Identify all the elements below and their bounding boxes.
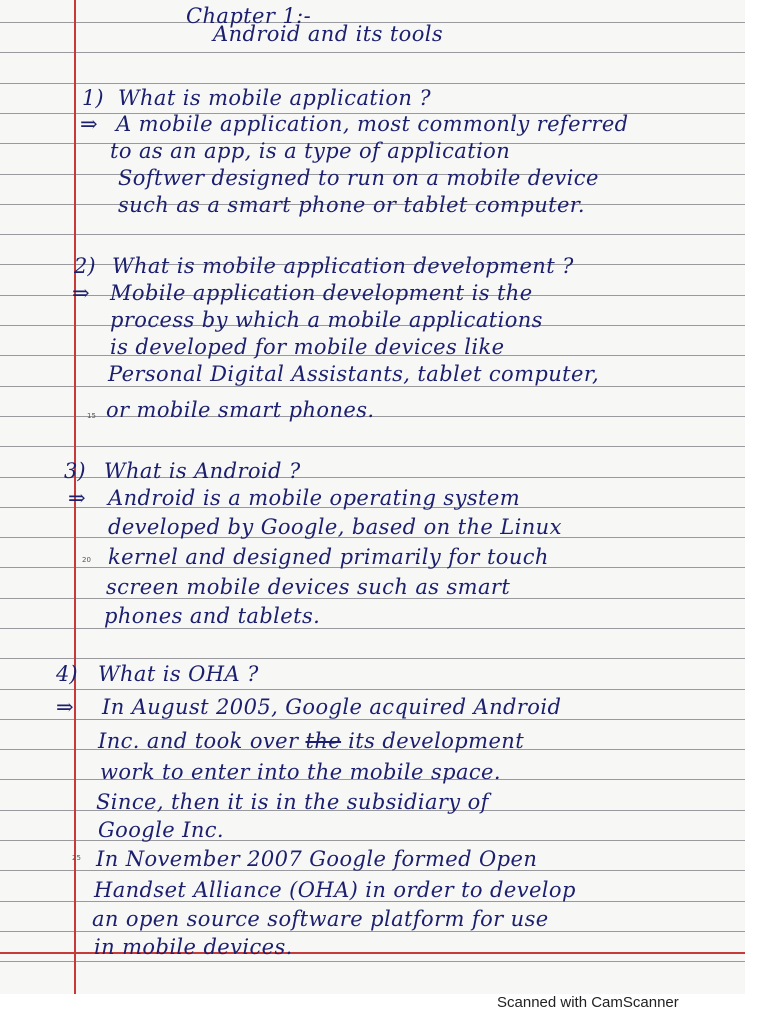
answer-line: developed by Google, based on the Linux [108,515,562,539]
question-text: What is OHA ? [98,662,259,686]
answer-line: such as a smart phone or tablet computer. [118,193,586,217]
answer-arrow-icon: ⇒ [80,112,98,136]
question-text: What is Android ? [104,459,301,483]
margin-number: 20 [82,556,91,564]
answer-text-after: its development [348,729,525,753]
answer-line: kernel and designed primarily for touch [108,545,549,569]
answer-line: In November 2007 Google formed Open [96,847,538,871]
question-number: 4) [56,662,78,686]
ruled-line [0,386,745,387]
chapter-subtitle: Android and its tools [213,22,444,46]
question-number: 3) [64,459,86,483]
answer-line: Mobile application development is the [110,281,533,305]
ruled-line [0,234,745,235]
margin-number: 15 [87,412,96,420]
ruled-line [0,931,745,932]
question-number: 2) [74,254,96,278]
scanner-watermark: Scanned with CamScanner [497,994,679,1011]
answer-line: Personal Digital Assistants, tablet computer, [108,362,600,386]
answer-line: A mobile application, most commonly referred [116,112,629,136]
ruled-line [0,689,745,690]
answer-line: in mobile devices. [94,935,293,959]
answer-text-before: Inc. and took over [98,729,299,753]
answer-line: phones and tablets. [104,604,321,628]
answer-arrow-icon: ⇒ [56,695,74,719]
answer-line: Handset Alliance (OHA) in order to develop [94,878,576,902]
answer-line: screen mobile devices such as smart [106,575,511,599]
answer-line: an open source software platform for use [92,907,549,931]
margin-number: 25 [72,854,81,862]
question-text: What is mobile application development ? [112,254,574,278]
answer-line: or mobile smart phones. [106,398,375,422]
ruled-line [0,446,745,447]
ruled-line [0,658,745,659]
ruled-line [0,628,745,629]
answer-arrow-icon: ⇒ [72,281,90,305]
answer-line-with-strike [98,729,524,753]
question-text: What is mobile application ? [118,86,432,110]
answer-arrow-icon: ⇒ [68,486,86,510]
answer-line: is developed for mobile devices like [110,335,505,359]
question-number: 1) [82,86,104,110]
answer-line: process by which a mobile applications [110,308,543,332]
struck-word: the [305,729,342,753]
answer-line: work to enter into the mobile space. [100,760,501,784]
answer-line: In August 2005, Google acquired Android [102,695,562,719]
ruled-line [0,961,745,962]
answer-line: Google Inc. [98,818,224,842]
ruled-line [0,719,745,720]
ruled-line [0,52,745,53]
answer-line: Softwer designed to run on a mobile device [118,166,599,190]
answer-line: to as an app, is a type of application [110,139,511,163]
answer-line: Since, then it is in the subsidiary of [96,790,489,814]
chapter-title: Chapter 1:- [186,4,312,28]
ruled-line [0,83,745,84]
answer-line: Android is a mobile operating system [108,486,521,510]
